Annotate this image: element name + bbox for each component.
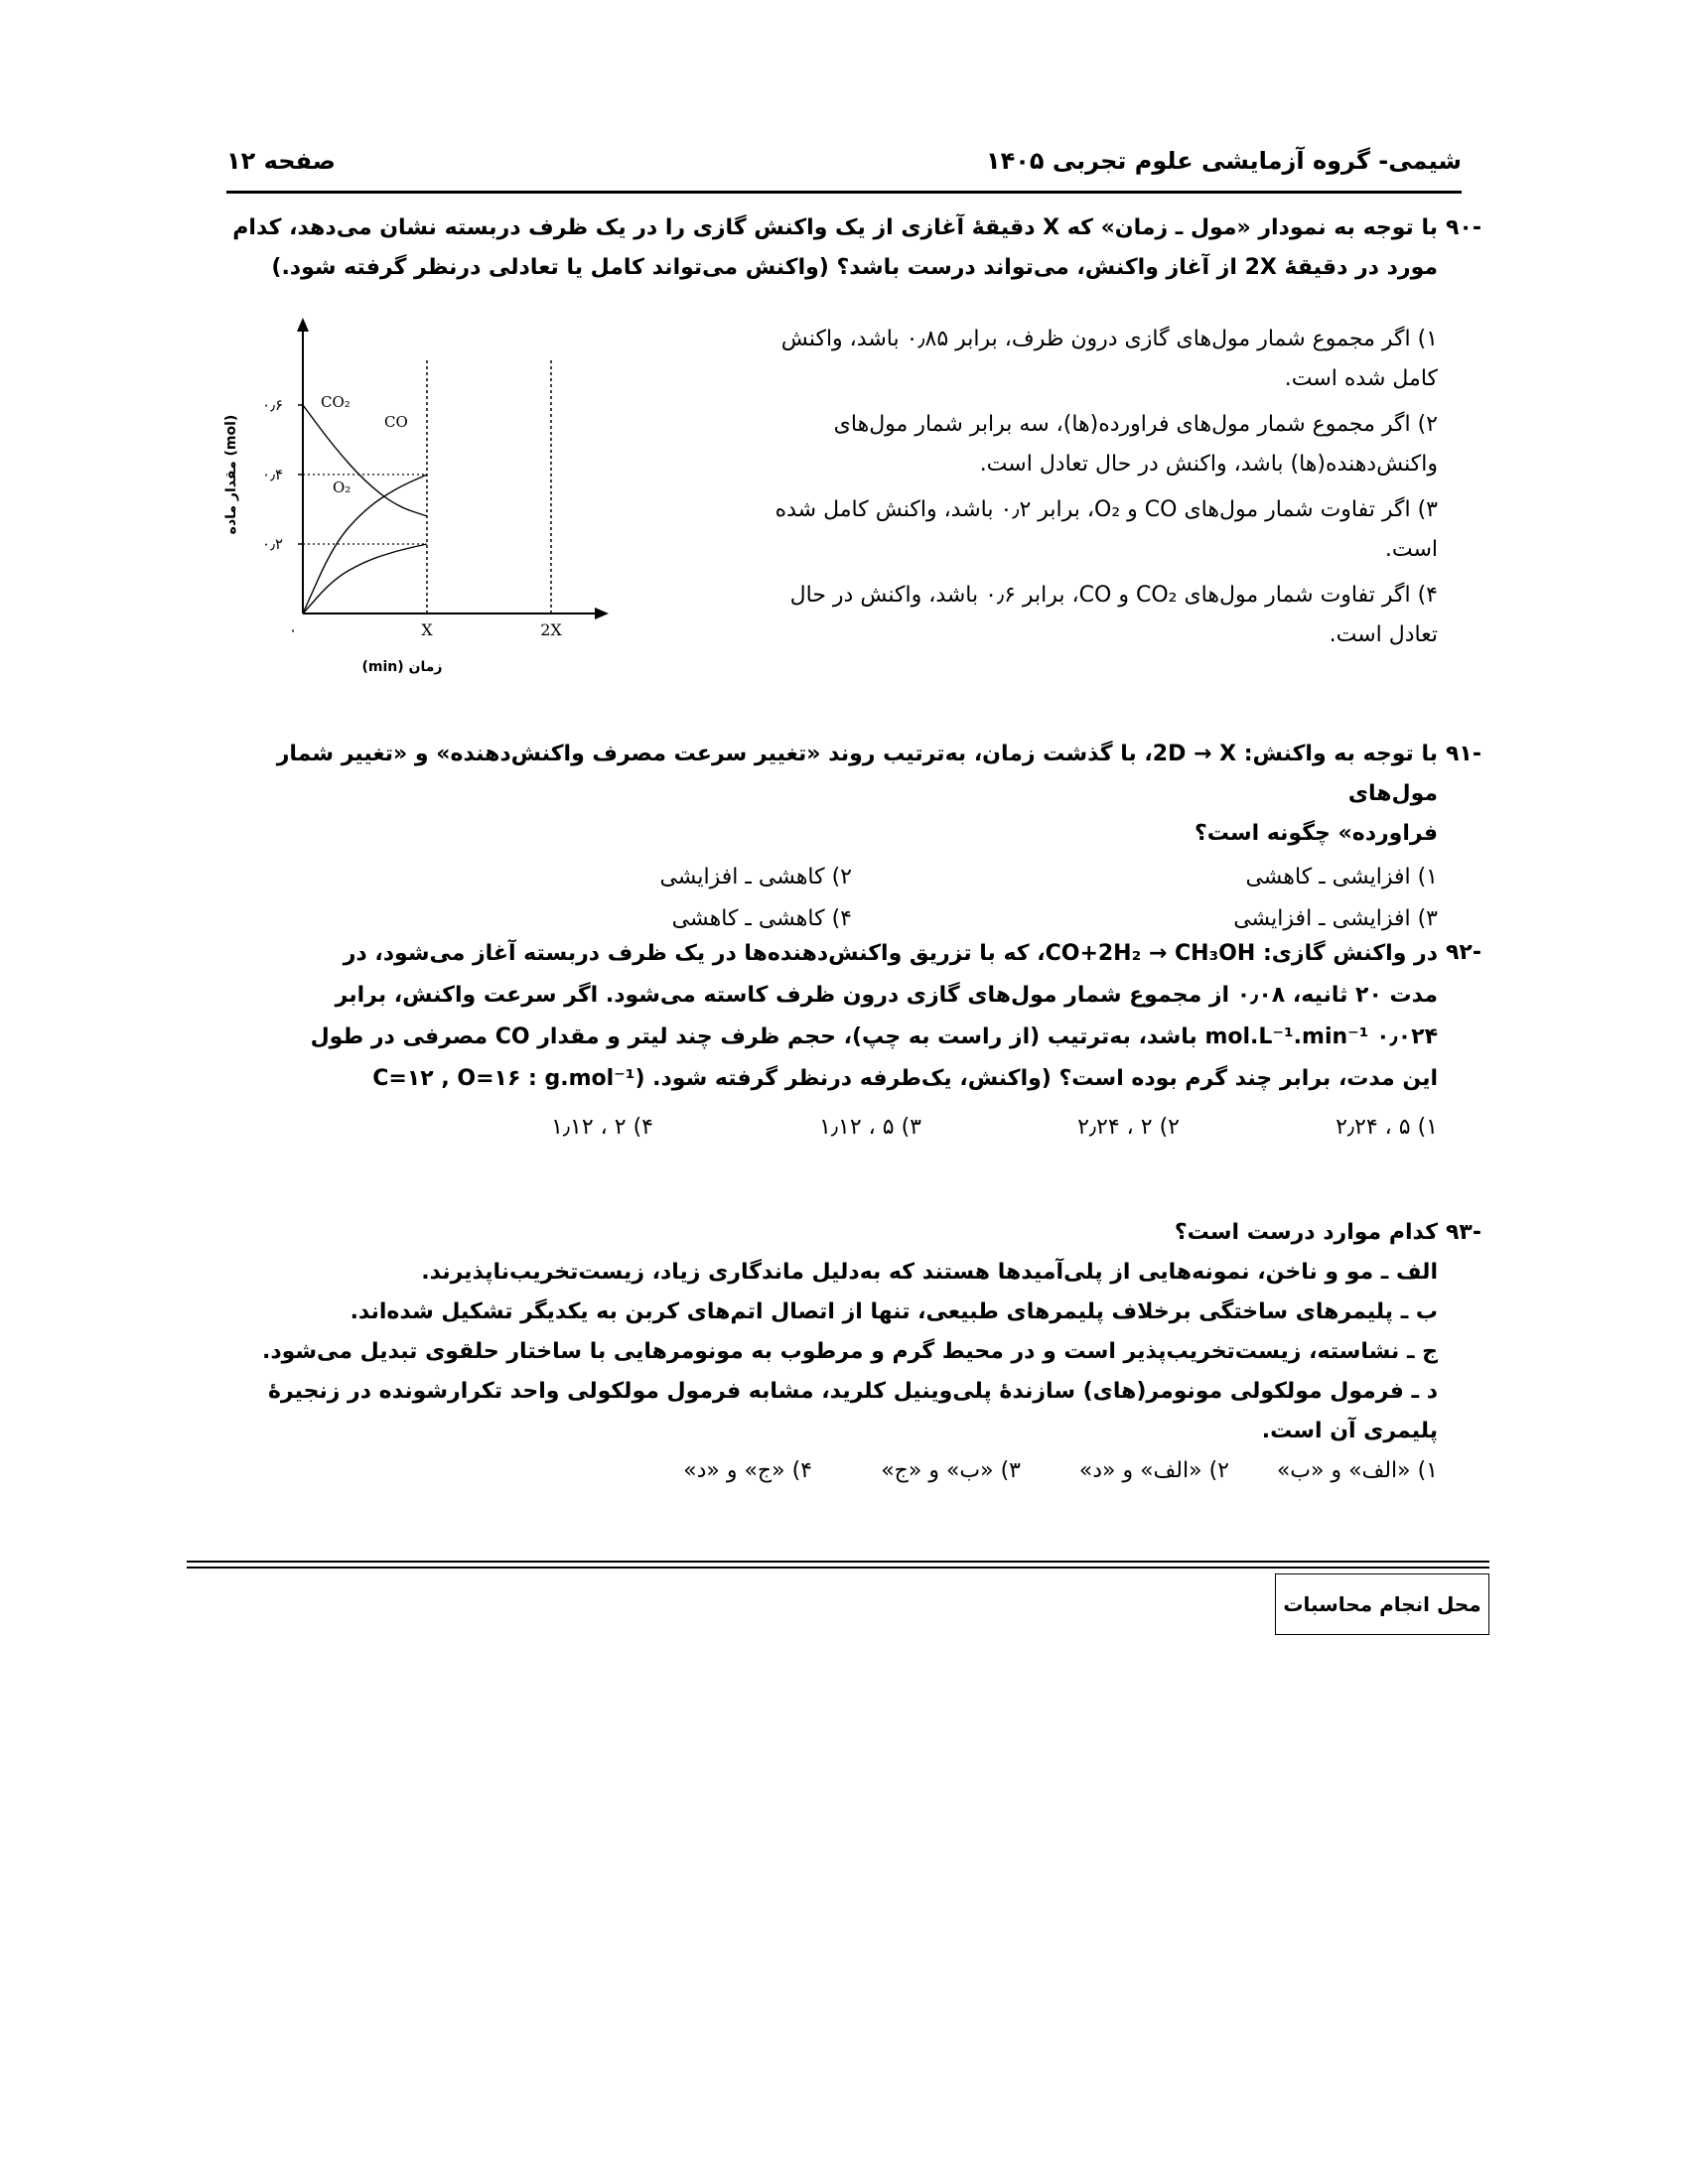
option-2[interactable]: ۲) اگر مجموع شمار مول‌های فراورده(ها)، سه برابر شمار مول‌های واکنش‌دهنده(ها) باشد، واکنش در حال تعادل است. <box>833 412 1438 477</box>
statement-dal: د ـ فرمول مولکولی مونومر(های) سازندهٔ پلی‌وینیل کلرید، مشابه فرمول مولکولی واحد تکرارشونده در زنجیرهٔ پلیمری آن است. <box>267 1379 1438 1443</box>
question-number: -۹۰ <box>1446 215 1481 240</box>
options-row <box>218 1451 1438 1495</box>
option-4[interactable]: ۴) «ج» و «د» <box>683 1458 812 1483</box>
x-axis-label: زمان (min) <box>361 659 443 675</box>
question-number: -۹۲ <box>1446 940 1481 965</box>
x-axis-arrow <box>595 608 609 619</box>
option-1[interactable]: ۱) «الف» و «ب» <box>1276 1458 1438 1483</box>
series-line-2 <box>303 544 427 614</box>
question-92 <box>218 933 1479 1152</box>
x-tick-label: ۰ <box>288 620 298 639</box>
option-3[interactable]: ۳) افزایشی ـ افزایشی <box>1233 906 1438 931</box>
question-stem: کدام موارد درست است؟ <box>1174 1220 1438 1245</box>
option-4[interactable]: ۴) کاهشی ـ کاهشی <box>671 906 852 931</box>
question-stem-line2: فراورده» چگونه است؟ <box>1194 821 1438 846</box>
options-row <box>218 1108 1438 1152</box>
page-number: صفحه ۱۲ <box>226 147 336 175</box>
question-93 <box>218 1213 1479 1495</box>
x-tick-label: X <box>421 620 433 639</box>
y-axis-arrow <box>297 318 309 332</box>
series-label: CO <box>384 413 408 431</box>
y-axis-label: مقدار ماده (mol) <box>223 414 239 535</box>
statement-jim: ج ـ نشاسته، زیست‌تخریب‌پذیر است و در محیط گرم و مرطوب به مونومرهایی با ساختار حلقوی تبدیل می‌شود. <box>261 1339 1438 1364</box>
question-number: -۹۳ <box>1446 1220 1481 1245</box>
option-3[interactable]: ۳) اگر تفاوت شمار مول‌های CO و O₂، برابر ۰٫۲ باشد، واکنش کامل شده است. <box>774 497 1438 562</box>
question-91 <box>218 735 1479 941</box>
y-tick-label: ۰٫۶ <box>262 396 283 414</box>
question-stem-line2: مدت ۲۰ ثانیه، ۰٫۰۸ از مجموع شمار مول‌های گازی درون ظرف کاسته می‌شود. اگر سرعت واکنش، برابر <box>335 983 1438 1008</box>
option-4[interactable]: ۴) اگر تفاوت شمار مول‌های CO₂ و CO، برابر ۰٫۶ باشد، واکنش در حال تعادل است. <box>789 583 1438 647</box>
statements-list <box>218 1253 1438 1451</box>
option-4[interactable]: ۴) ۲ ، ۱٫۱۲ <box>551 1115 653 1140</box>
question-number: -۹۱ <box>1446 742 1481 766</box>
option-2[interactable]: ۲) ۲ ، ۲٫۲۴ <box>1077 1115 1180 1140</box>
header-divider <box>226 191 1462 194</box>
question-stem-line3: ۰٫۰۲۴ mol.L⁻¹.min⁻¹ باشد، به‌ترتیب (از راست به چپ)، حجم ظرف چند لیتر و مقدار CO مصرفی در طول <box>310 1024 1438 1049</box>
y-tick-label: ۰٫۲ <box>262 535 283 553</box>
option-1[interactable]: ۱) ۵ ، ۲٫۲۴ <box>1336 1115 1438 1140</box>
option-2[interactable]: ۲) کاهشی ـ افزایشی <box>659 865 852 889</box>
series-label: CO₂ <box>321 393 351 411</box>
question-stem-line1: در واکنش گازی: CO+2H₂ → CH₃OH، که با تزریق واکنش‌دهنده‌ها در یک ظرف دربسته آغاز می‌شود، در <box>343 941 1438 966</box>
question-stem-line1: با توجه به واکنش: 2D → X، با گذشت زمان، به‌ترتیب روند «تغییر سرعت مصرف واکنش‌دهنده» و «تغییر شمار مول‌های <box>276 742 1438 806</box>
option-1[interactable]: ۱) اگر مجموع شمار مول‌های گازی درون ظرف، برابر ۰٫۸۵ باشد، واکنش کامل شده است. <box>780 327 1438 391</box>
series-label: O₂ <box>333 478 352 496</box>
option-2[interactable]: ۲) «الف» و «د» <box>1078 1458 1229 1483</box>
header-title: شیمی- گروه آزمایشی علوم تجربی ۱۴۰۵ <box>985 147 1462 175</box>
calculation-area-label: محل انجام محاسبات <box>1275 1573 1489 1635</box>
statement-alef: الف ـ مو و ناخن، نمونه‌هایی از پلی‌آمیدها هستند که به‌دلیل ماندگاری زیاد، زیست‌تخریب‌ناپذیرند. <box>421 1260 1438 1285</box>
mole-time-chart <box>213 316 621 683</box>
footer-divider <box>187 1561 1489 1563</box>
question-stem-line4: این مدت، برابر چند گرم بوده است؟ (واکنش، یک‌طرفه درنظر گرفته شود. (C=۱۲ , O=۱۶ : g.mol⁻¹ <box>372 1066 1438 1091</box>
question-stem-line1: با توجه به نمودار «مول ـ زمان» که X دقیقهٔ آغازی از یک واکنش گازی را در یک ظرف دربسته نشان می‌دهد، کدام <box>232 215 1438 240</box>
option-3[interactable]: ۳) «ب» و «ج» <box>881 1458 1021 1483</box>
options-list <box>743 320 1438 661</box>
page-header <box>226 139 1462 189</box>
x-tick-label: 2X <box>540 620 562 639</box>
statement-be: ب ـ پلیمرهای ساختگی برخلاف پلیمرهای طبیعی، تنها از اتصال اتم‌های کربن به یکدیگر تشکیل شده‌اند. <box>350 1299 1438 1324</box>
series-line-0 <box>303 405 427 516</box>
footer-divider-2 <box>187 1567 1489 1569</box>
option-1[interactable]: ۱) افزایشی ـ کاهشی <box>1245 865 1438 889</box>
y-tick-label: ۰٫۴ <box>262 466 283 483</box>
option-3[interactable]: ۳) ۵ ، ۱٫۱۲ <box>819 1115 921 1140</box>
options-grid <box>218 858 1438 941</box>
question-stem-line2: مورد در دقیقهٔ 2X از آغاز واکنش، می‌تواند درست باشد؟ (واکنش می‌تواند کامل یا تعادلی درنظر گرفته شود.) <box>271 255 1438 280</box>
